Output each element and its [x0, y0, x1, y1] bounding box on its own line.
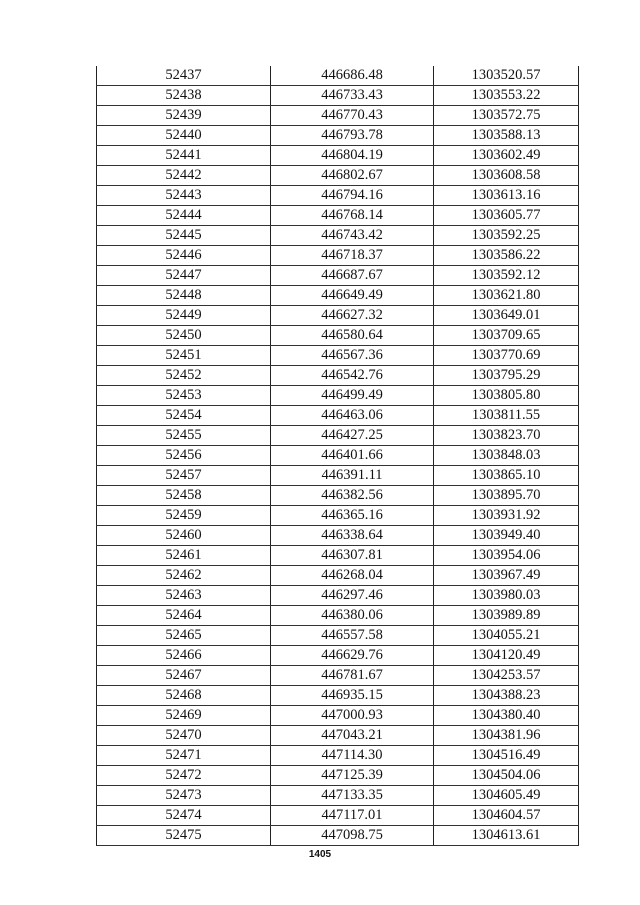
point-id-cell: 52448: [97, 286, 271, 306]
point-id-cell: 52441: [97, 146, 271, 166]
x-coordinate-cell: 446382.56: [271, 486, 434, 506]
point-id-cell: 52472: [97, 766, 271, 786]
x-coordinate-cell: 447133.35: [271, 786, 434, 806]
table-row: [97, 826, 579, 846]
y-coordinate-cell: 1303770.69: [434, 346, 579, 366]
table-row: [97, 146, 579, 166]
table-row: [97, 606, 579, 626]
point-id-cell: 52443: [97, 186, 271, 206]
x-coordinate-cell: 447114.30: [271, 746, 434, 766]
x-coordinate-cell: 446391.11: [271, 466, 434, 486]
point-id-cell: 52474: [97, 806, 271, 826]
x-coordinate-cell: 446338.64: [271, 526, 434, 546]
x-coordinate-cell: 446733.43: [271, 86, 434, 106]
table-row: [97, 386, 579, 406]
x-coordinate-cell: 446649.49: [271, 286, 434, 306]
y-coordinate-cell: 1304380.40: [434, 706, 579, 726]
table-row: [97, 206, 579, 226]
point-id-cell: 52453: [97, 386, 271, 406]
coordinate-table-body: [97, 66, 579, 846]
point-id-cell: 52452: [97, 366, 271, 386]
x-coordinate-cell: 446743.42: [271, 226, 434, 246]
y-coordinate-cell: 1303895.70: [434, 486, 579, 506]
x-coordinate-cell: 446557.58: [271, 626, 434, 646]
table-row: [97, 686, 579, 706]
y-coordinate-cell: 1303931.92: [434, 506, 579, 526]
x-coordinate-cell: 446567.36: [271, 346, 434, 366]
y-coordinate-cell: 1303520.57: [434, 66, 579, 86]
point-id-cell: 52454: [97, 406, 271, 426]
y-coordinate-cell: 1303795.29: [434, 366, 579, 386]
x-coordinate-cell: 446770.43: [271, 106, 434, 126]
point-id-cell: 52473: [97, 786, 271, 806]
point-id-cell: 52466: [97, 646, 271, 666]
x-coordinate-cell: 446380.06: [271, 606, 434, 626]
y-coordinate-cell: 1304253.57: [434, 666, 579, 686]
table-row: [97, 706, 579, 726]
x-coordinate-cell: 446794.16: [271, 186, 434, 206]
table-row: [97, 486, 579, 506]
point-id-cell: 52440: [97, 126, 271, 146]
y-coordinate-cell: 1304381.96: [434, 726, 579, 746]
table-row: [97, 546, 579, 566]
x-coordinate-cell: 446499.49: [271, 386, 434, 406]
point-id-cell: 52437: [97, 66, 271, 86]
y-coordinate-cell: 1303649.01: [434, 306, 579, 326]
table-row: [97, 626, 579, 646]
x-coordinate-cell: 446718.37: [271, 246, 434, 266]
y-coordinate-cell: 1304604.57: [434, 806, 579, 826]
y-coordinate-cell: 1303811.55: [434, 406, 579, 426]
y-coordinate-cell: 1303848.03: [434, 446, 579, 466]
table-row: [97, 266, 579, 286]
table-row: [97, 226, 579, 246]
table-row: [97, 746, 579, 766]
point-id-cell: 52462: [97, 566, 271, 586]
x-coordinate-cell: 447125.39: [271, 766, 434, 786]
table-row: [97, 446, 579, 466]
x-coordinate-cell: 447117.01: [271, 806, 434, 826]
table-row: [97, 86, 579, 106]
point-id-cell: 52450: [97, 326, 271, 346]
point-id-cell: 52464: [97, 606, 271, 626]
table-row: [97, 646, 579, 666]
point-id-cell: 52469: [97, 706, 271, 726]
x-coordinate-cell: 446307.81: [271, 546, 434, 566]
point-id-cell: 52447: [97, 266, 271, 286]
point-id-cell: 52439: [97, 106, 271, 126]
x-coordinate-cell: 446793.78: [271, 126, 434, 146]
x-coordinate-cell: 447098.75: [271, 826, 434, 846]
x-coordinate-cell: 446268.04: [271, 566, 434, 586]
point-id-cell: 52468: [97, 686, 271, 706]
x-coordinate-cell: 446781.67: [271, 666, 434, 686]
x-coordinate-cell: 447000.93: [271, 706, 434, 726]
x-coordinate-cell: 446365.16: [271, 506, 434, 526]
y-coordinate-cell: 1303592.12: [434, 266, 579, 286]
point-id-cell: 52438: [97, 86, 271, 106]
point-id-cell: 52467: [97, 666, 271, 686]
table-row: [97, 246, 579, 266]
y-coordinate-cell: 1303605.77: [434, 206, 579, 226]
y-coordinate-cell: 1303586.22: [434, 246, 579, 266]
x-coordinate-cell: 446629.76: [271, 646, 434, 666]
y-coordinate-cell: 1304504.06: [434, 766, 579, 786]
x-coordinate-cell: 446297.46: [271, 586, 434, 606]
y-coordinate-cell: 1303949.40: [434, 526, 579, 546]
y-coordinate-cell: 1303572.75: [434, 106, 579, 126]
y-coordinate-cell: 1304605.49: [434, 786, 579, 806]
table-row: [97, 406, 579, 426]
point-id-cell: 52456: [97, 446, 271, 466]
table-row: [97, 106, 579, 126]
y-coordinate-cell: 1303588.13: [434, 126, 579, 146]
table-row: [97, 286, 579, 306]
point-id-cell: 52471: [97, 746, 271, 766]
table-row: [97, 726, 579, 746]
table-row: [97, 326, 579, 346]
y-coordinate-cell: 1303709.65: [434, 326, 579, 346]
x-coordinate-cell: 446401.66: [271, 446, 434, 466]
x-coordinate-cell: 446580.64: [271, 326, 434, 346]
table-row: [97, 366, 579, 386]
x-coordinate-cell: 446686.48: [271, 66, 434, 86]
point-id-cell: 52442: [97, 166, 271, 186]
point-id-cell: 52465: [97, 626, 271, 646]
page-number: 1405: [308, 849, 332, 860]
y-coordinate-cell: 1304120.49: [434, 646, 579, 666]
point-id-cell: 52461: [97, 546, 271, 566]
point-id-cell: 52460: [97, 526, 271, 546]
table-row: [97, 126, 579, 146]
point-id-cell: 52475: [97, 826, 271, 846]
point-id-cell: 52445: [97, 226, 271, 246]
x-coordinate-cell: 446804.19: [271, 146, 434, 166]
y-coordinate-cell: 1304388.23: [434, 686, 579, 706]
y-coordinate-cell: 1303613.16: [434, 186, 579, 206]
x-coordinate-cell: 446463.06: [271, 406, 434, 426]
table-row: [97, 566, 579, 586]
point-id-cell: 52455: [97, 426, 271, 446]
table-row: [97, 506, 579, 526]
table-row: [97, 806, 579, 826]
point-id-cell: 52459: [97, 506, 271, 526]
x-coordinate-cell: 446768.14: [271, 206, 434, 226]
table-row: [97, 166, 579, 186]
y-coordinate-cell: 1303865.10: [434, 466, 579, 486]
y-coordinate-cell: 1304055.21: [434, 626, 579, 646]
y-coordinate-cell: 1303967.49: [434, 566, 579, 586]
x-coordinate-cell: 446935.15: [271, 686, 434, 706]
table-row: [97, 586, 579, 606]
x-coordinate-cell: 446627.32: [271, 306, 434, 326]
y-coordinate-cell: 1303823.70: [434, 426, 579, 446]
y-coordinate-cell: 1303805.80: [434, 386, 579, 406]
point-id-cell: 52444: [97, 206, 271, 226]
y-coordinate-cell: 1304516.49: [434, 746, 579, 766]
point-id-cell: 52451: [97, 346, 271, 366]
y-coordinate-cell: 1303602.49: [434, 146, 579, 166]
point-id-cell: 52470: [97, 726, 271, 746]
x-coordinate-cell: 446687.67: [271, 266, 434, 286]
table-row: [97, 766, 579, 786]
y-coordinate-cell: 1304613.61: [434, 826, 579, 846]
y-coordinate-cell: 1303989.89: [434, 606, 579, 626]
y-coordinate-cell: 1303621.80: [434, 286, 579, 306]
table-row: [97, 666, 579, 686]
coordinate-table: [96, 66, 579, 846]
table-row: [97, 526, 579, 546]
x-coordinate-cell: 447043.21: [271, 726, 434, 746]
table-row: [97, 786, 579, 806]
point-id-cell: 52446: [97, 246, 271, 266]
y-coordinate-cell: 1303954.06: [434, 546, 579, 566]
table-row: [97, 466, 579, 486]
point-id-cell: 52463: [97, 586, 271, 606]
x-coordinate-cell: 446427.25: [271, 426, 434, 446]
x-coordinate-cell: 446802.67: [271, 166, 434, 186]
y-coordinate-cell: 1303980.03: [434, 586, 579, 606]
y-coordinate-cell: 1303553.22: [434, 86, 579, 106]
table-row: [97, 66, 579, 86]
table-row: [97, 346, 579, 366]
point-id-cell: 52449: [97, 306, 271, 326]
table-row: [97, 186, 579, 206]
table-row: [97, 426, 579, 446]
y-coordinate-cell: 1303592.25: [434, 226, 579, 246]
point-id-cell: 52457: [97, 466, 271, 486]
point-id-cell: 52458: [97, 486, 271, 506]
x-coordinate-cell: 446542.76: [271, 366, 434, 386]
y-coordinate-cell: 1303608.58: [434, 166, 579, 186]
table-row: [97, 306, 579, 326]
